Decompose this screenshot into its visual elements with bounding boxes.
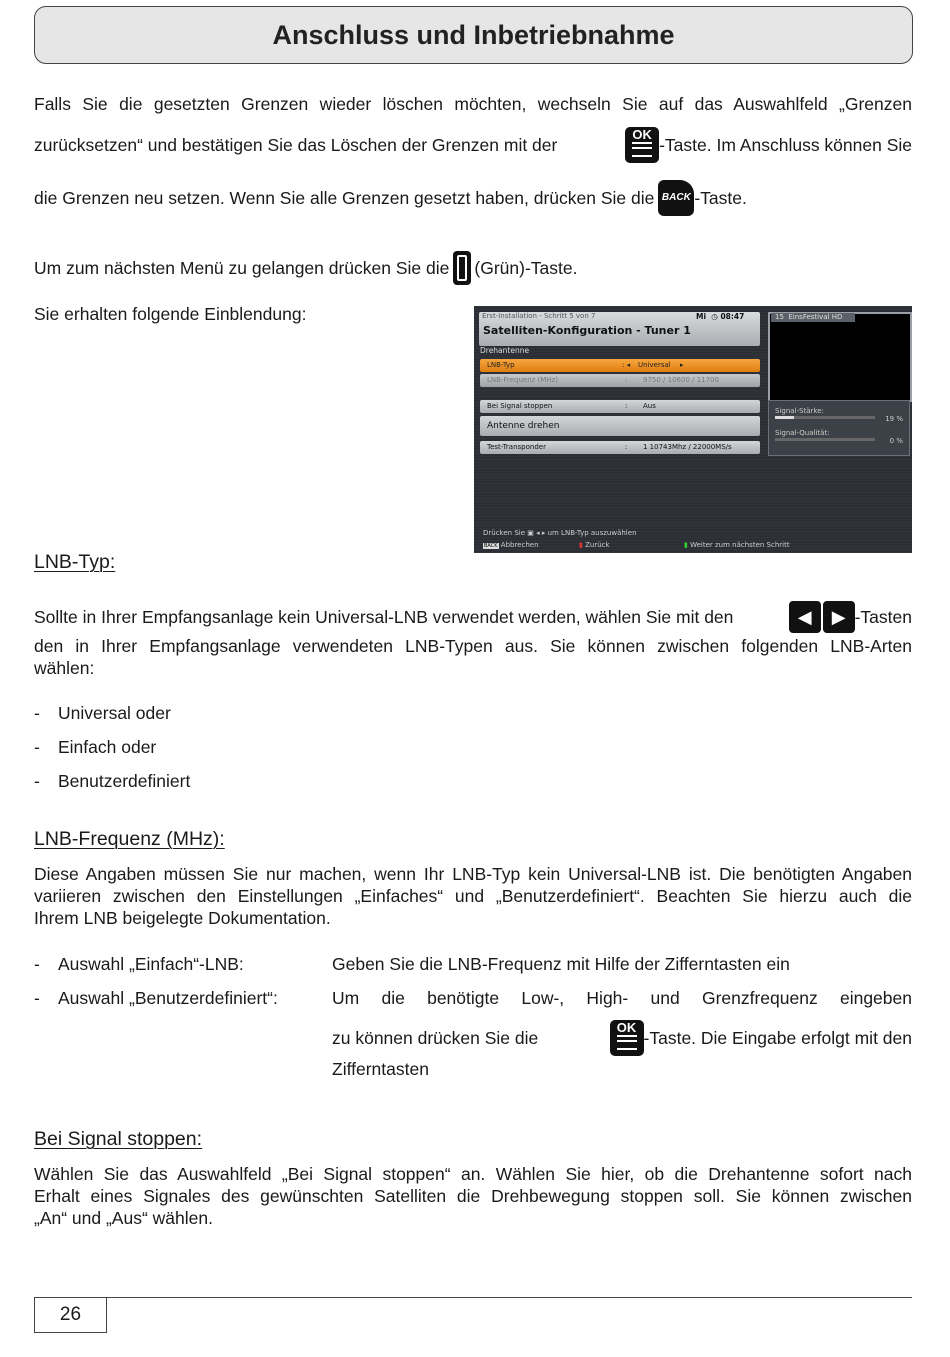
item-benutzer-label: Auswahl „Benutzerdefiniert“:: [58, 988, 278, 1008]
lnb-freq-line-2: variieren zwischen den Einstellungen „Einfaches“ und „Benutzerdefiniert“. Beachten Sie hierzu auch die: [34, 886, 912, 906]
tv-row-antenna[interactable]: Antenne drehen: [480, 416, 760, 436]
tv-row-lnb-typ[interactable]: LNB-Typ : ◂ Universal ▸: [480, 359, 760, 372]
tv-step: Erst-Installation - Schritt 5 von 7: [482, 312, 596, 320]
page-number: 26: [34, 1297, 107, 1333]
tv-channel-label: 15 EinsFestival HD: [771, 313, 855, 322]
lnb-option-einfach: Einfach oder: [58, 737, 157, 757]
right-arrow-key-icon: ▶: [823, 601, 855, 633]
lnb-freq-line-1: Diese Angaben müssen Sie nur machen, wenn Ihr LNB-Typ kein Universal-LNB ist. Die benötigten Angaben: [34, 864, 912, 884]
tv-foot-cancel: BACK Abbrechen: [484, 541, 539, 549]
tv-row-signal-stop[interactable]: Bei Signal stoppen : Aus: [480, 400, 760, 413]
item-einfach-label: Auswahl „Einfach“-LNB:: [58, 954, 244, 974]
lnb-typ-line-3: wählen:: [34, 658, 95, 678]
intro-line-2: [34, 126, 912, 164]
signal-stop-line-3: „An“ und „Aus“ wählen.: [34, 1208, 213, 1228]
intro-line-3a: die Grenzen neu setzen. Wenn Sie alle Grenzen gesetzt haben, drücken Sie die: [34, 188, 655, 208]
lnb-typ-heading: LNB-Typ:: [34, 551, 116, 573]
intro-line-1: Falls Sie die gesetzten Grenzen wieder löschen möchten, wechseln Sie auf das Auswahlfeld „Grenzen: [34, 94, 912, 114]
tv-foot-next: ▮ Weiter zum nächsten Schritt: [684, 541, 790, 549]
page-title: Anschluss und Inbetriebnahme: [34, 6, 913, 64]
display-intro: Sie erhalten folgende Einblendung:: [34, 304, 307, 324]
signal-stop-line-1: Wählen Sie das Auswahlfeld „Bei Signal stoppen“ an. Wählen Sie hier, ob die Drehantenne sofort nach: [34, 1164, 912, 1184]
lnb-typ-line-2: den in Ihrer Empfangsanlage verwendeten LNB-Typen aus. Sie können zwischen folgenden LNB-Arten: [34, 636, 912, 656]
ok-key-icon: OK: [610, 1020, 644, 1056]
next-menu-a: Um zum nächsten Menü zu gelangen drücken Sie die: [34, 258, 450, 278]
left-arrow-key-icon: ◀: [789, 601, 821, 633]
list-item: -: [34, 954, 40, 974]
tv-hint: Drücken Sie ▣ ◂ ▸ um LNB-Typ auszuwählen: [483, 529, 637, 537]
list-item: -: [34, 703, 40, 723]
lnb-typ-line-1: Sollte in Ihrer Empfangsanlage kein Universal-LNB verwendet werden, wählen Sie mit den ◀ ▶ -Tasten: [34, 598, 912, 636]
item-benutzer-text-3: Zifferntasten: [332, 1059, 429, 1079]
tv-section: Drehantenne: [480, 346, 530, 355]
intro-line-2b: -Taste. Im Anschluss können Sie: [659, 135, 912, 155]
ok-key-icon: OK: [625, 127, 659, 163]
tv-row-transponder[interactable]: Test-Transponder : 1 10743Mhz / 22000MS/s: [480, 441, 760, 454]
item-benutzer-text-1: Um die benötigte Low-, High- und Grenzfrequenz eingeben: [332, 988, 912, 1008]
tv-screenshot: [474, 306, 912, 553]
tv-foot-back: ▮ Zurück: [579, 541, 610, 549]
footer-divider: [34, 1297, 912, 1298]
green-key-icon: [453, 251, 471, 285]
item-einfach-text: Geben Sie die LNB-Frequenz mit Hilfe der Zifferntasten ein: [332, 954, 790, 974]
tv-row-lnb-freq[interactable]: LNB-Frequenz (MHz) : 9750 / 10600 / 11700: [480, 374, 760, 387]
list-item: -: [34, 988, 40, 1008]
list-item: -: [34, 771, 40, 791]
intro-line-3b: -Taste.: [694, 188, 747, 208]
item-benutzer-text-2: zu können drücken Sie die OK -Taste. Die Eingabe erfolgt mit den: [332, 1018, 912, 1058]
lnb-freq-heading: LNB-Frequenz (MHz):: [34, 828, 225, 850]
tv-title: Satelliten-Konfiguration - Tuner 1: [483, 324, 691, 337]
lnb-option-universal: Universal oder: [58, 703, 171, 723]
intro-line-3: [34, 178, 747, 218]
signal-stop-heading: Bei Signal stoppen:: [34, 1128, 203, 1150]
signal-stop-line-2: Erhalt eines Signales des gewünschten Satelliten die Drehbewegung stoppen soll. Sie können zwischen: [34, 1186, 912, 1206]
next-menu-b: (Grün)-Taste.: [474, 258, 578, 278]
intro-line-2a: zurücksetzen“ und bestätigen Sie das Löschen der Grenzen mit der: [34, 135, 558, 155]
tv-clock: Mi ◷ 08:47: [696, 312, 745, 321]
list-item: -: [34, 737, 40, 757]
next-menu-line: [34, 248, 577, 288]
back-key-icon: BACK: [658, 180, 694, 216]
lnb-option-benutzer: Benutzerdefiniert: [58, 771, 191, 791]
lnb-freq-line-3: Ihrem LNB beigelegte Dokumentation.: [34, 908, 331, 928]
tv-signal-box: Signal-Stärke: 19 % Signal-Qualität: 0 %: [768, 400, 910, 456]
tv-preview: [768, 312, 912, 402]
